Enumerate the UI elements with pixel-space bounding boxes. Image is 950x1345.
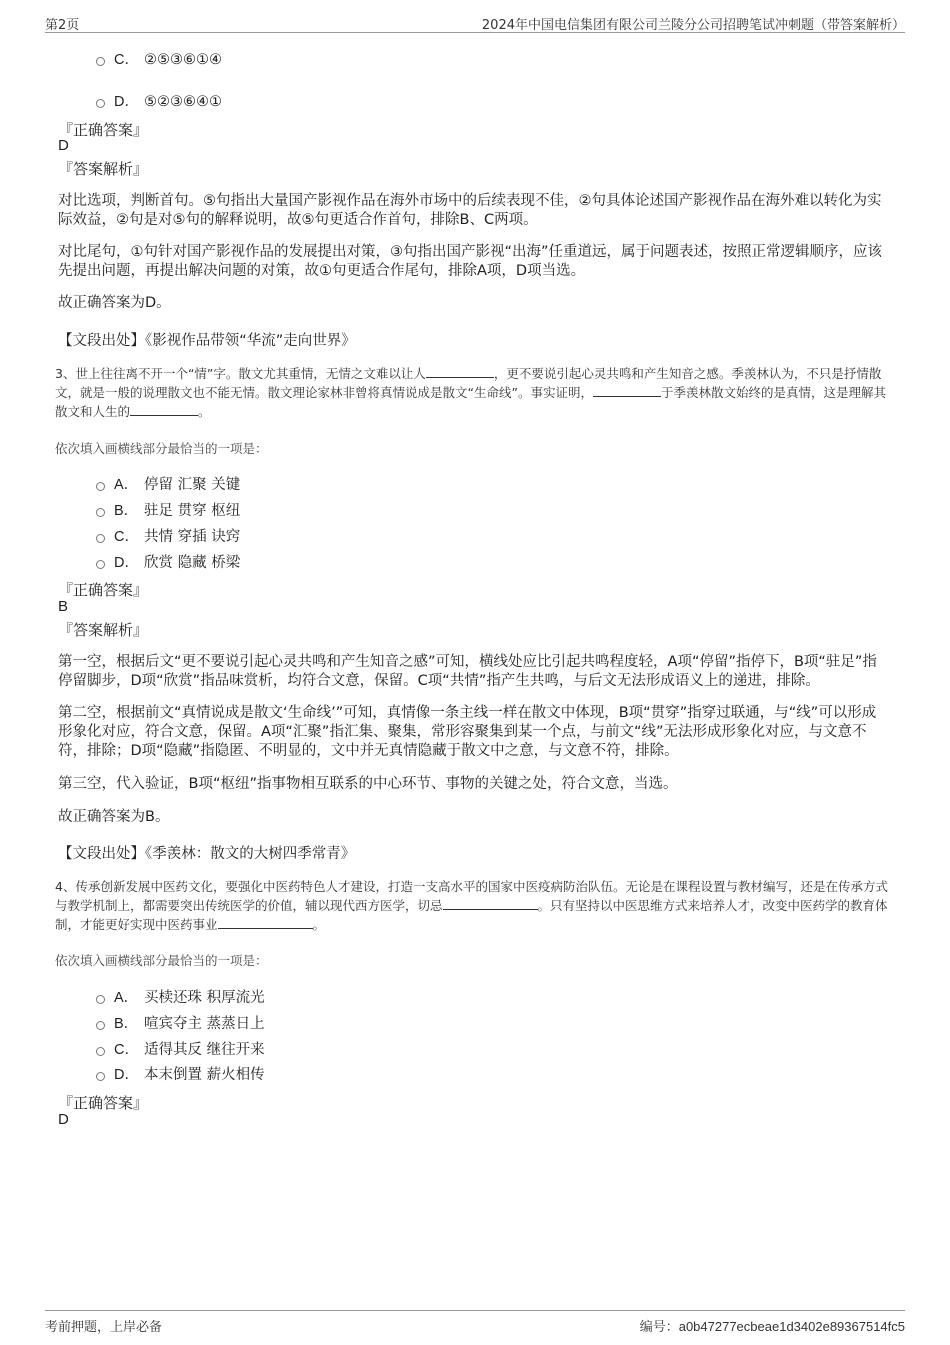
answer-label: 『正确答案』 [58, 581, 149, 599]
answer-blank [426, 365, 494, 378]
document-serial: 编号：a0b47277ecbeae1d3402e89367514fc5 [639, 1319, 905, 1335]
option-b[interactable]: B． 喧宾夺主 蒸蒸日上 [96, 1012, 265, 1032]
option-c[interactable]: C． ②⑤③⑥①④ [96, 48, 222, 68]
question-instruction: 依次填入画横线部分最恰当的一项是： [55, 441, 268, 456]
answer-blank [218, 916, 313, 929]
radio-icon[interactable] [96, 534, 105, 543]
answer-blank [443, 897, 538, 910]
answer-value: D [58, 1111, 69, 1128]
analysis-conclusion: 故正确答案为D。 [58, 295, 171, 311]
analysis-label: 『答案解析』 [58, 160, 149, 178]
analysis-paragraph: 第一空，根据后文“更不要说引起心灵共鸣和产生知音之感”可知，横线处应比引起共鸣程度轻，A项“停留”指停下，B项“驻足”指停留脚步，D项“欣赏”指品味赏析，均符合文意，保留。C项“共情”指产生共鸣，与后文无法形成语义上的递进，排除。 [58, 654, 877, 689]
page-footer [45, 1310, 905, 1335]
option-a[interactable]: A． 停留 汇聚 关键 [96, 473, 240, 493]
option-d[interactable]: D． 欣赏 隐藏 桥梁 [96, 551, 240, 571]
analysis-label: 『答案解析』 [58, 621, 149, 639]
answer-value: D [58, 137, 69, 154]
footer-slogan: 考前押题，上岸必备 [45, 1320, 163, 1335]
page-number: 第2页 [45, 18, 80, 33]
source-citation: 【文段出处】《季羡林：散文的大树四季常青》 [58, 846, 356, 862]
question-stem: 4、传承创新发展中医药文化，要强化中医药特色人才建设，打造一支高水平的国家中医疫病防治队伍。无论是在课程设置与教材编写，还是在传承方式与教学机制上，都需要突出传统医学的价值，辅以现代西方医学，切忌 。只有坚持以中医思维方式来培养人才，改变中医药学的教育体制，才能更好实现中医药事业 。 [55, 879, 888, 932]
analysis-conclusion: 故正确答案为B。 [58, 809, 170, 825]
question-instruction: 依次填入画横线部分最恰当的一项是： [55, 953, 268, 968]
radio-icon[interactable] [96, 1021, 105, 1030]
radio-icon[interactable] [96, 99, 105, 108]
answer-label: 『正确答案』 [58, 121, 149, 139]
option-d[interactable]: D． 本末倒置 薪火相传 [96, 1063, 265, 1083]
analysis-paragraph: 第三空，代入验证，B项“枢纽”指事物相互联系的中心环节、事物的关键之处，符合文意，当选。 [58, 776, 678, 792]
option-c[interactable]: C． 共情 穿插 诀窍 [96, 525, 240, 545]
radio-icon[interactable] [96, 482, 105, 491]
option-d[interactable]: D． ⑤②③⑥④① [96, 90, 222, 110]
source-citation: 【文段出处】《影视作品带领“华流”走向世界》 [58, 333, 356, 349]
option-a[interactable]: A． 买椟还珠 积厚流光 [96, 986, 265, 1006]
answer-value: B [58, 598, 69, 615]
option-b[interactable]: B． 驻足 贯穿 枢纽 [96, 499, 240, 519]
answer-blank [593, 384, 661, 397]
answer-label: 『正确答案』 [58, 1094, 149, 1112]
option-c[interactable]: C． 适得其反 继往开来 [96, 1038, 265, 1058]
question-stem: 3、世上往往离不开一个“情”字。散文尤其重情，无情之文难以让人 ，更不要说引起心灵共鸣和产生知音之感。季羡林认为，不只是抒情散文，就是一般的说理散文也不能无情。散文理论家林非曾将真情说成是散文“生命线”。事实证明， 于季羡林散文始终的是真情，这是理解其散文和人生的 。 [55, 366, 886, 419]
radio-icon[interactable] [96, 508, 105, 517]
page-header [45, 12, 905, 33]
radio-icon[interactable] [96, 1047, 105, 1056]
radio-icon[interactable] [96, 560, 105, 569]
radio-icon[interactable] [96, 1072, 105, 1081]
analysis-paragraph: 第二空，根据前文“真情说成是散文‘生命线’”可知，真情像一条主线一样在散文中体现，B项“贯穿”指穿过联通，与“线”可以形成形象化对应，符合文意，保留。A项“汇聚”指汇集、聚集，常形容聚集到某一个点，与前文“线”无法形成形象化对应，与文意不符，排除；D项“隐藏”指隐匿、不明显的，文中并无真情隐藏于散文中之意，与文意不符，排除。 [58, 705, 877, 759]
answer-blank [130, 403, 198, 416]
document-title: 2024年中国电信集团有限公司兰陵分公司招聘笔试冲刺题（带答案解析） [481, 18, 905, 33]
analysis-paragraph: 对比尾句，①句针对国产影视作品的发展提出对策，③句指出国产影视“出海”任重道远，属于问题表述，按照正常逻辑顺序，应该先提出问题，再提出解决问题的对策，故①句更适合作尾句，排除A项，D项当选。 [58, 244, 883, 279]
analysis-paragraph: 对比选项，判断首句。⑤句指出大量国产影视作品在海外市场中的后续表现不佳，②句具体论述国产影视作品在海外难以转化为实际效益，②句是对⑤句的解释说明，故⑤句更适合作首句，排除B、C两项。 [58, 193, 882, 228]
radio-icon[interactable] [96, 995, 105, 1004]
radio-icon[interactable] [96, 57, 105, 66]
